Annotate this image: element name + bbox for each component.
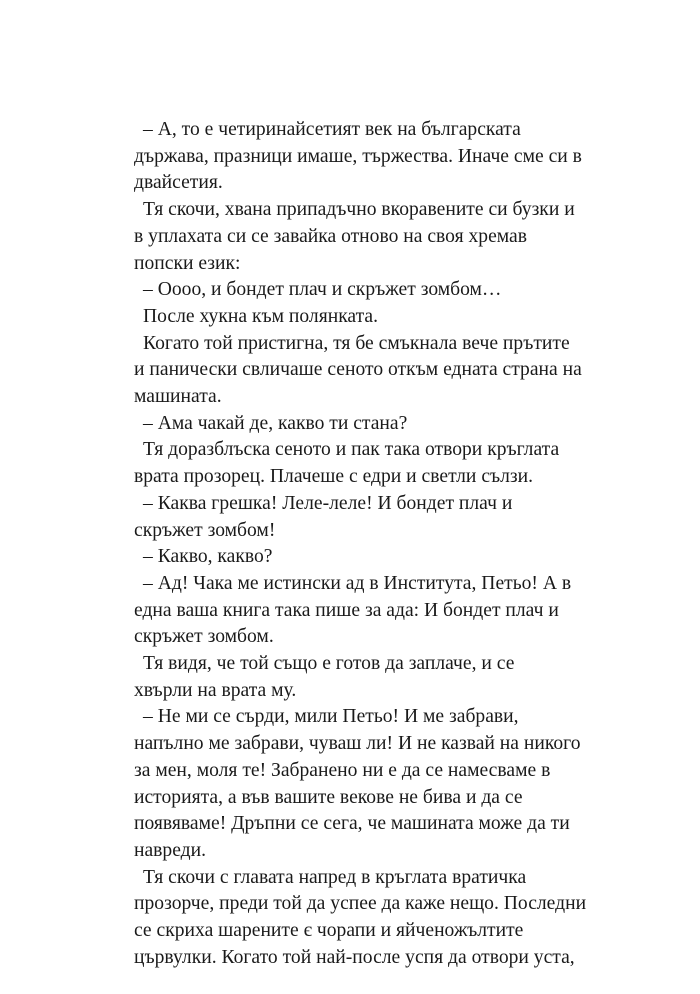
paragraph bbox=[143, 304, 573, 331]
page-text bbox=[134, 117, 587, 972]
text-line: После хукна към полянката. bbox=[143, 305, 379, 327]
text-line: прозорче, преди той да успее да каже нещо. Последни bbox=[134, 893, 587, 915]
text-line: Когато той пристигна, тя бе смъкнала вече прътите bbox=[143, 332, 570, 354]
paragraph bbox=[134, 704, 581, 864]
text-line: държава, празници имаше, тържества. Иначе сме си в bbox=[134, 145, 582, 167]
text-line: в уплахата си се завайка отново на своя хремав bbox=[134, 225, 528, 247]
paragraph bbox=[134, 117, 582, 197]
text-line: цървулки. Когато той най-после успя да отвори уста, bbox=[134, 946, 575, 968]
paragraph bbox=[143, 544, 573, 571]
text-line: Тя доразблъска сеното и пак така отвори кръглата bbox=[143, 439, 560, 461]
text-line: навреди. bbox=[134, 839, 207, 861]
text-line: хвърли на врата му. bbox=[134, 679, 297, 701]
paragraph bbox=[134, 491, 573, 544]
text-line: – Каква грешка! Леле-леле! И бондет плач и bbox=[143, 492, 513, 514]
text-line: машината. bbox=[134, 386, 222, 408]
text-line: се скриха шарените є чорапи и яйченожълтите bbox=[134, 920, 524, 942]
text-line: една ваша книга така пише за ада: И бондет плач и bbox=[134, 599, 559, 621]
paragraph bbox=[143, 411, 573, 438]
text-line: за мен, моля те! Забранено ни е да се намесваме в bbox=[134, 759, 551, 781]
text-line: появяваме! Дръпни се сега, че машината може да ти bbox=[134, 813, 570, 835]
paragraph bbox=[143, 277, 573, 304]
paragraph bbox=[134, 331, 582, 411]
text-line: напълно ме забрави, чуваш ли! И не казвай на никого bbox=[134, 733, 581, 755]
text-line: двайсетия. bbox=[134, 172, 223, 194]
paragraph bbox=[134, 865, 587, 972]
text-line: и панически свличаше сеното откъм едната страна на bbox=[134, 359, 582, 381]
text-line: – Какво, какво? bbox=[143, 546, 273, 568]
paragraph bbox=[134, 571, 573, 651]
paragraph bbox=[134, 197, 575, 277]
paragraph bbox=[134, 437, 573, 490]
text-line: скръжет зомбом. bbox=[134, 626, 274, 648]
text-line: – Не ми се сърди, мили Петьо! И ме забрави, bbox=[143, 706, 519, 728]
text-line: скръжет зомбом! bbox=[134, 519, 276, 541]
text-line: Тя скочи, хвана припадъчно вкоравените си бузки и bbox=[143, 199, 575, 221]
paragraph bbox=[134, 651, 573, 704]
text-line: историята, а във вашите векове не бива и да се bbox=[134, 786, 523, 808]
text-line: Тя видя, че той също е готов да заплаче, и се bbox=[143, 653, 515, 675]
text-line: Тя скочи с главата напред в кръглата вратичка bbox=[143, 866, 527, 888]
text-line: – Ад! Чака ме истински ад в Института, Петьо! А в bbox=[143, 572, 572, 594]
text-line: – Оооо, и бондет плач и скръжет зомбом… bbox=[143, 279, 502, 301]
text-line: врата прозорец. Плачеше с едри и светли сълзи. bbox=[134, 466, 534, 488]
text-line: попски език: bbox=[134, 252, 241, 274]
text-line: – А, то е четиринайсетият век на българската bbox=[143, 119, 521, 140]
text-line: – Ама чакай де, какво ти стана? bbox=[143, 412, 408, 434]
